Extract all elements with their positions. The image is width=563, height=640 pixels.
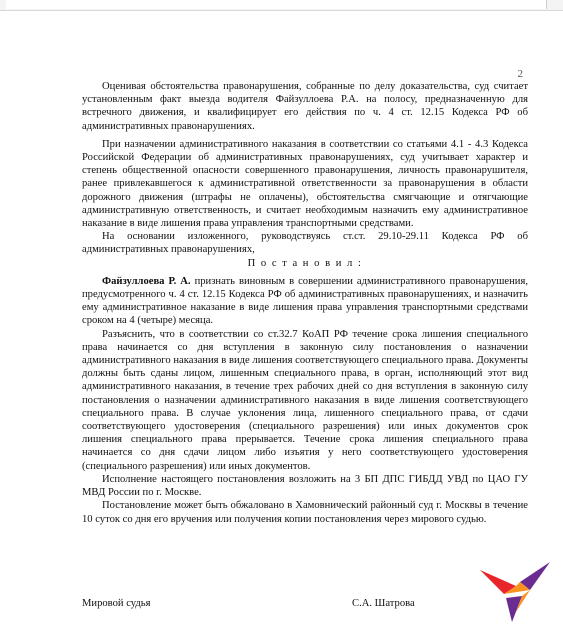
- defendant-name: Файзуллоева Р. А.: [102, 275, 191, 287]
- page-number: 2: [517, 68, 523, 80]
- logo-tail-purple: [506, 596, 522, 622]
- previous-page-edge: [6, 0, 547, 9]
- paragraph-verdict: [82, 275, 528, 328]
- paragraph-execution: Исполнение настоящего постановления возложить на 3 БП ДПС ГИБДД УВД по ЦАО ГУ МВД России по г. Москве.: [82, 473, 528, 499]
- judge-name: С.А. Шатрова: [352, 598, 415, 609]
- window-frame-top: [0, 0, 563, 11]
- paragraph-legal-basis: На основании изложенного, руководствуясь ст.ст. 29.10-29.11 Кодекса РФ об административных правонарушениях,: [82, 231, 528, 256]
- paragraph-explanation: Разъяснить, что в соответствии со ст.32.7 КоАП РФ течение срока лишения специального права начинается со дня вступления в законную силу постановления о назначении административного наказания в виде лишения соответствующего специального права. Документы должны быть сданы лицом, лишенным специального права, в орган, исполняющий этот вид административного наказания, в течение трех рабочих дней со дня вступления в законную силу постановления о назначении административного наказания в виде лишения соответствующего специального права. В случае уклонения лица, лишенного специального права, от сдачи соответствующего удостоверения (специального разрешения) или иных документов срок лишения специального права прерывается. Течение срока лишения специального права начинается со дня сдачи лицом либо изъятия у него соответствующего удостоверения (специального разрешения) или иных документов.: [82, 328, 528, 472]
- paragraph-assessment: Оценивая обстоятельства правонарушения, собранные по делу доказательства, суд считает установленным факт выезда водителя Файзуллоева Р.А. на полосу, предназначенную для встречного движения, и квалифицирует его действия по ч. 4 ст. 12.15 Кодекса РФ об административных правонарушениях.: [82, 81, 528, 132]
- document-body: [82, 80, 528, 526]
- bird-logo-icon: [476, 560, 552, 624]
- paragraph-sentencing-considerations: При назначении административного наказания в соответствии со статьями 4.1 - 4.3 Кодекса Российской Федерации об административных правонарушениях, суд учитывает характер и степень общественной опасности совершенного правонарушения, личность правонарушителя, ранее привлекавшегося к административной ответственности за правонарушения в области дорожного движения (штрафы не оплачены), обстоятельства смягчающие и отягчающие административную ответственность, и считает необходимым назначить ему административное наказание в виде лишения права управления транспортными средствами.: [82, 138, 528, 230]
- resolution-heading: П о с т а н о в и л :: [247, 257, 363, 269]
- judge-title: Мировой судья: [82, 598, 151, 609]
- paragraph-appeal: Постановление может быть обжаловано в Хамовнический районный суд г. Москвы в течение 10 суток со дня его вручения или получения копии постановления через мирового судью.: [82, 500, 528, 525]
- verdict-text: признать виновным в совершении административного правонарушения, предусмотренного ч. 4 ст. 12.15 Кодекса РФ об административных правонарушениях, и назначить ему административное наказание в виде лишения права управления транспортными средствами сроком на 4 (четыре) месяца.: [82, 275, 528, 327]
